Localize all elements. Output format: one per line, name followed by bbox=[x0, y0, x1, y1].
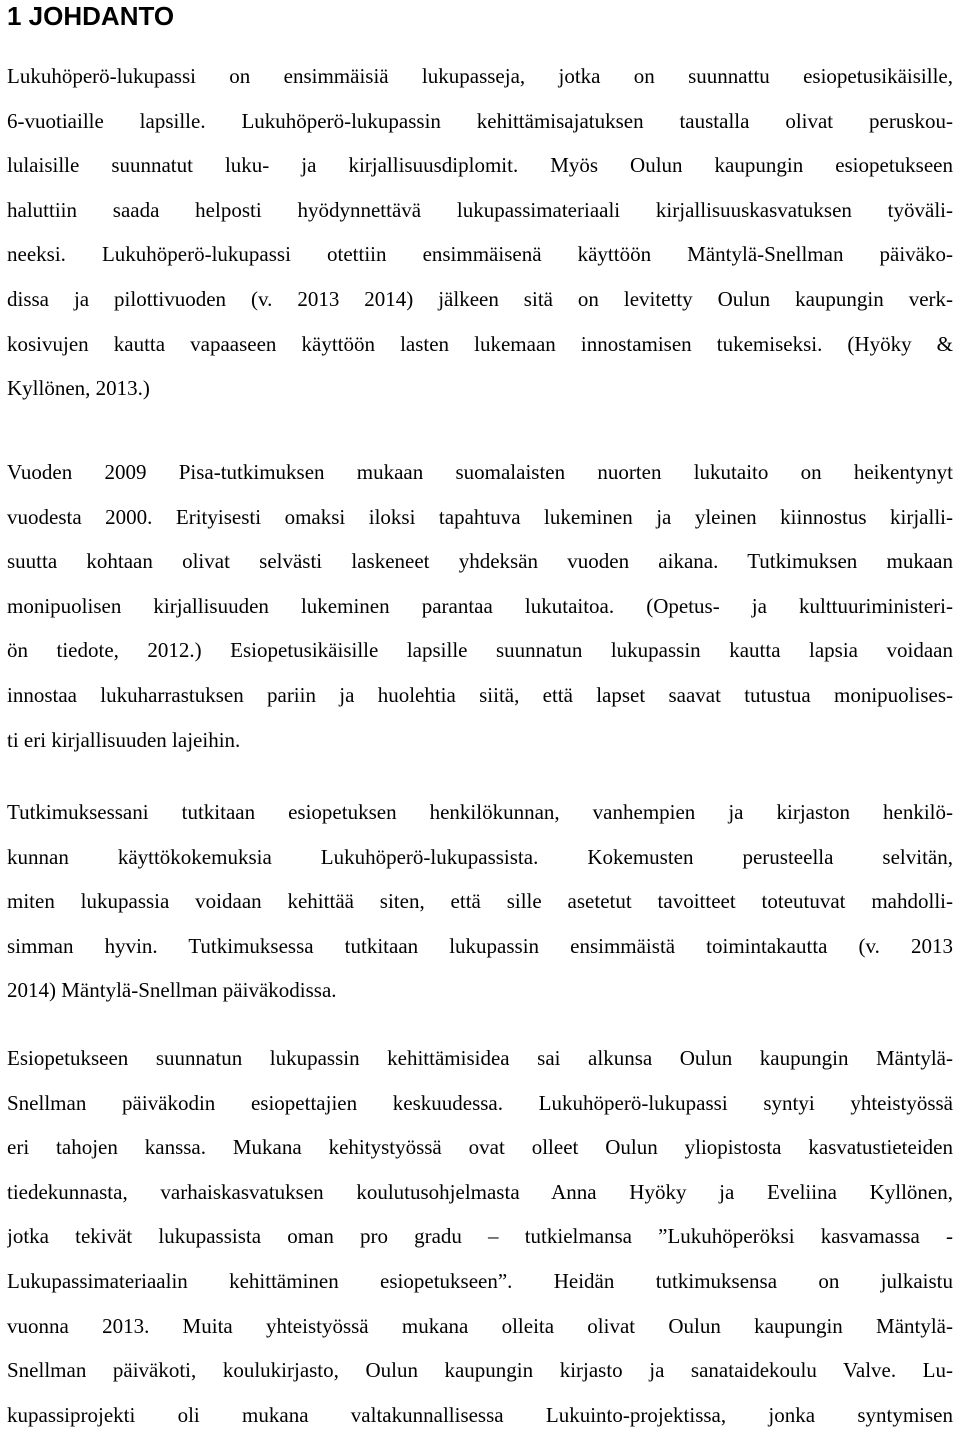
text-line: Snellman päiväkodin esiopettajien keskuudessa. Lukuhöperö-lukupassi syntyi yhteistyössä bbox=[7, 1090, 953, 1115]
text-line: neeksi. Lukuhöperö-lukupassi otettiin ensimmäisenä käyttöön Mäntylä-Snellman päiväko- bbox=[7, 242, 953, 267]
text-line: 6-vuotiaille lapsille. Lukuhöperö-lukupassin kehittämisajatuksen taustalla olivat peruskou- bbox=[7, 108, 953, 133]
text-line: Lukuhöperö-lukupassi on ensimmäisiä lukupasseja, jotka on suunnattu esiopetusikäisille, bbox=[7, 64, 953, 88]
text-line: lulaisille suunnatut luku- ja kirjallisuusdiplomit. Myös Oulun kaupungin esiopetukseen bbox=[7, 153, 953, 178]
text-line: 2014) Mäntylä-Snellman päiväkodissa. bbox=[7, 978, 337, 1003]
text-line: Lukupassimateriaalin kehittäminen esiopetukseen”. Heidän tutkimuksensa on julkaistu bbox=[7, 1268, 953, 1293]
text-line: dissa ja pilottivuoden (v. 2013 2014) jälkeen sitä on levitetty Oulun kaupungin verk- bbox=[7, 286, 953, 311]
text-line: ti eri kirjallisuuden lajeihin. bbox=[7, 727, 241, 752]
chapter-heading: 1 JOHDANTO bbox=[7, 1, 175, 31]
text-line: kunnan käyttökokemuksia Lukuhöperö-lukupassista. Kokemusten perusteella selvitän, bbox=[7, 844, 953, 869]
text-line: kupassiprojekti oli mukana valtakunnallisessa Lukuinto-projektissa, jonka syntymisen bbox=[7, 1402, 953, 1427]
text-line: miten lukupassia voidaan kehittää siten, että sille asetetut tavoitteet toteutuvat mahdolli- bbox=[7, 889, 953, 914]
text-line: Esiopetukseen suunnatun lukupassin kehittämisidea sai alkunsa Oulun kaupungin Mäntylä- bbox=[7, 1046, 953, 1070]
text-line: Vuoden 2009 Pisa-tutkimuksen mukaan suomalaisten nuorten lukutaito on heikentynyt bbox=[7, 460, 953, 484]
text-line: suutta kohtaan olivat selvästi laskeneet yhdeksän vuoden aikana. Tutkimuksen mukaan bbox=[7, 549, 953, 574]
text-line: kosivujen kautta vapaaseen käyttöön lasten lukemaan innostamisen tukemiseksi. (Hyöky & bbox=[7, 331, 953, 356]
text-line: jotka tekivät lukupassista oman pro gradu – tutkielmansa ”Lukuhöperöksi kasvamassa - bbox=[7, 1224, 953, 1249]
text-line: ön tiedote, 2012.) Esiopetusikäisille lapsille suunnatun lukupassin kautta lapsia voidaan bbox=[7, 638, 953, 663]
text-line: Snellman päiväkoti, koulukirjasto, Oulun kaupungin kirjasto ja sanataidekoulu Valve. Lu- bbox=[7, 1358, 953, 1383]
text-line: tiedekunnasta, varhaiskasvatuksen koulutusohjelmasta Anna Hyöky ja Eveliina Kyllönen, bbox=[7, 1179, 953, 1204]
text-line: Tutkimuksessani tutkitaan esiopetuksen henkilökunnan, vanhempien ja kirjaston henkilö- bbox=[7, 800, 953, 824]
paragraph-1 bbox=[7, 54, 953, 411]
text-line: eri tahojen kanssa. Mukana kehitystyössä ovat olleet Oulun yliopistosta kasvatustieteiden bbox=[7, 1135, 953, 1160]
text-line: vuonna 2013. Muita yhteistyössä mukana olleita olivat Oulun kaupungin Mäntylä- bbox=[7, 1313, 953, 1338]
paragraph-2 bbox=[7, 450, 953, 762]
text-line: simman hyvin. Tutkimuksessa tutkitaan lukupassin ensimmäistä toimintakautta (v. 2013 bbox=[7, 933, 953, 958]
text-line: monipuolisen kirjallisuuden lukeminen parantaa lukutaitoa. (Opetus- ja kulttuuriministeri- bbox=[7, 593, 953, 618]
paragraph-4 bbox=[7, 1036, 953, 1437]
text-line: haluttiin saada helposti hyödynnettävä lukupassimateriaali kirjallisuuskasvatuksen työväli- bbox=[7, 197, 953, 222]
text-line: Kyllönen, 2013.) bbox=[7, 376, 150, 401]
text-line: innostaa lukuharrastuksen pariin ja huolehtia siitä, että lapset saavat tutustua monipuolises- bbox=[7, 682, 953, 707]
text-line: vuodesta 2000. Erityisesti omaksi iloksi tapahtuva lukeminen ja yleinen kiinnostus kirjalli- bbox=[7, 504, 953, 529]
paragraph-3 bbox=[7, 790, 953, 1013]
